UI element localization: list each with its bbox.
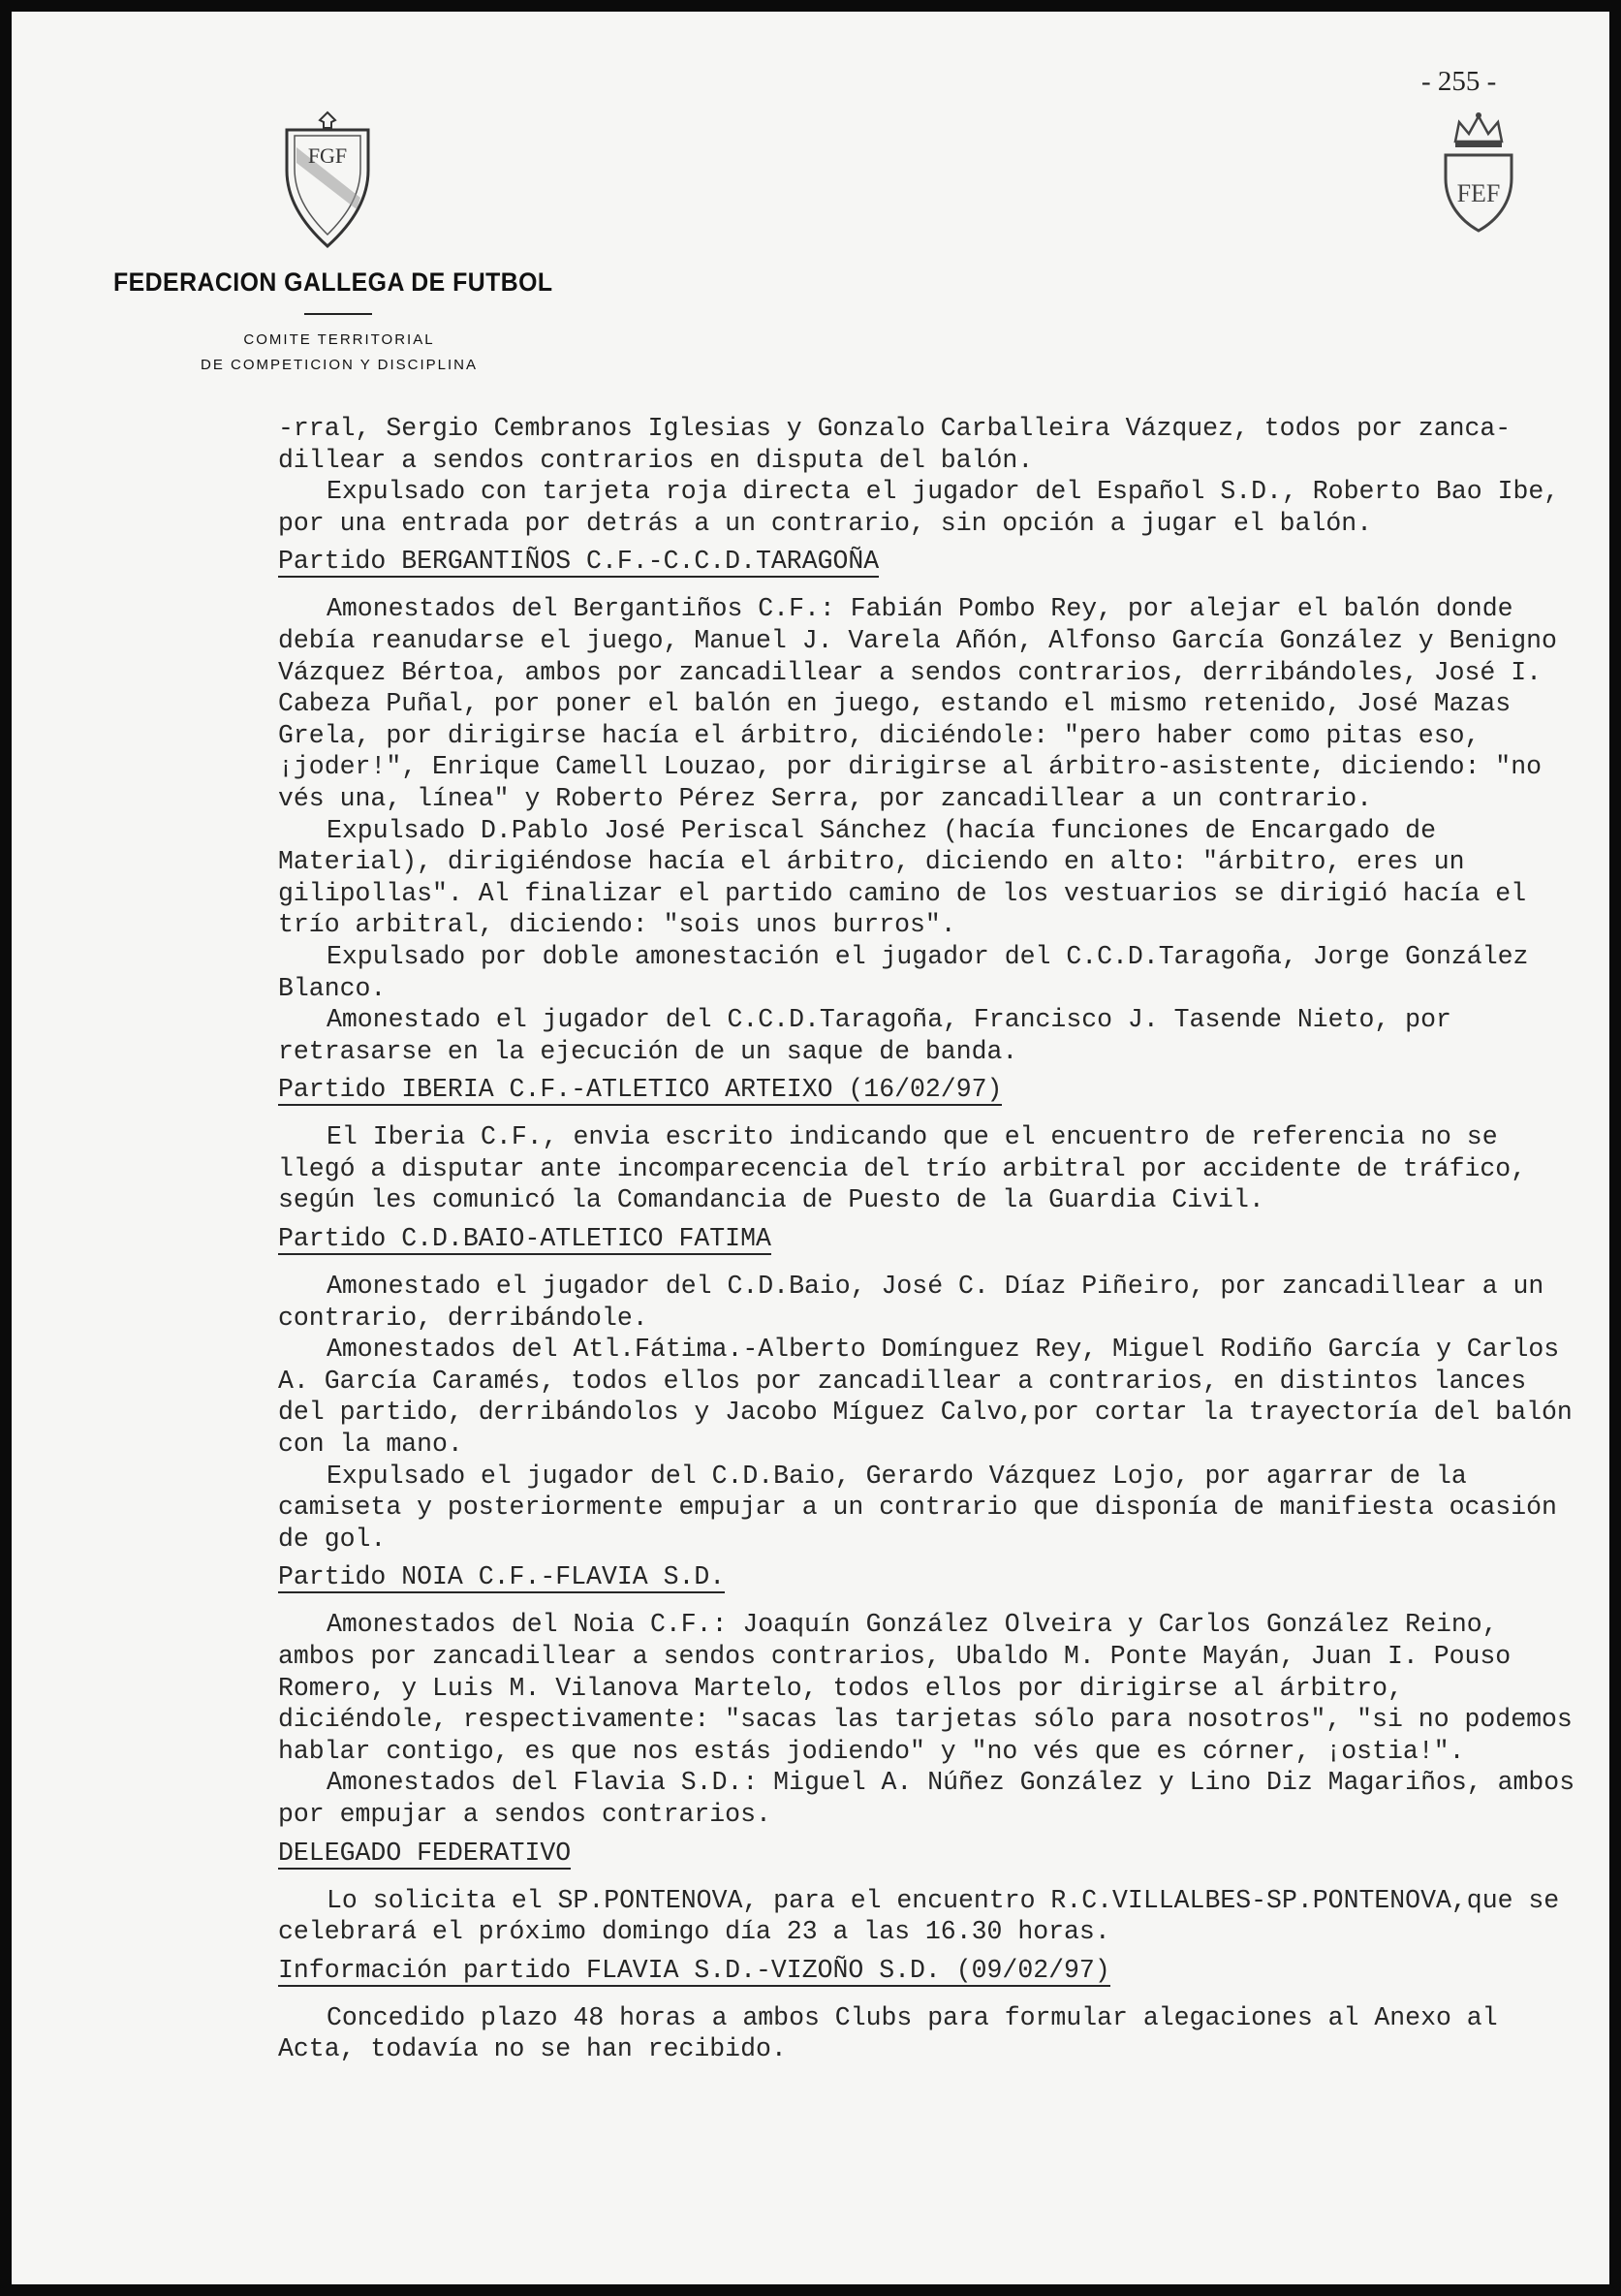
- title-divider: [304, 313, 372, 315]
- svg-text:FGF: FGF: [307, 143, 348, 168]
- section-heading: Partido BERGANTIÑOS C.F.-C.C.D.TARAGOÑA: [278, 547, 880, 577]
- section-paragraph: Lo solicita el SP.PONTENOVA, para el encuentro R.C.VILLALBES-SP.PONTENOVA,que se celebrará el próximo domingo día 23 a las 16.30 horas.: [278, 1885, 1560, 1947]
- intro-paragraph: Expulsado con tarjeta roja directa el jugador del Español S.D., Roberto Bao Ibe, por una entrada por detrás a un contrario, sin opción a jugar el balón.: [278, 477, 1560, 538]
- intro-paragraph: -rral, Sergio Cembranos Iglesias y Gonzalo Carballeira Vázquez, todos por zanca-dillear a sendos contrarios en disputa del balón.: [278, 414, 1512, 475]
- section-paragraph: Expulsado D.Pablo José Periscal Sánchez (hacía funciones de Encargado de Material), dirigiéndose hacía el árbitro, diciendo en alto: "árbitro, eres un gilipollas". Al finalizar el partido camino de los vestuarios se dirigió hacía el trío arbitral, diciendo: "sois unos burros".: [278, 815, 1527, 940]
- section-paragraph: Amonestados del Bergantiños C.F.: Fabián Pombo Rey, por alejar el balón donde debía reanudarse el juego, Manuel J. Varela Añón, Alfonso García González y Benigno Vázquez Bértoa, ambos por zancadillear a sendos contrarios, derribándoles, José I. Cabeza Puñal, por poner el balón en juego, estando el mismo retenido, José Mazas Grela, por dirigirse hacía el árbitro, diciéndole: "pero haber como pitas eso, ¡joder!", Enrique Camell Louzao, por dirigirse al árbitro-asistente, diciendo: "no vés una, línea" y Roberto Pérez Serra, por zancadillear a un contrario.: [278, 594, 1557, 813]
- section-paragraph: Concedido plazo 48 horas a ambos Clubs para formular alegaciones al Anexo al Acta, todavía no se han recibido.: [278, 2002, 1498, 2064]
- federation-shield-logo: [279, 109, 376, 250]
- section-paragraph: Amonestado el jugador del C.D.Baio, José C. Díaz Piñeiro, por zancadillear a un contrario, derribándole.: [278, 1272, 1544, 1333]
- section-paragraph: Expulsado por doble amonestación el jugador del C.C.D.Taragoña, Jorge González Blanco.: [278, 941, 1529, 1003]
- section-paragraph: Amonestados del Flavia S.D.: Miguel A. Núñez González y Lino Diz Magariños, ambos por empujar a sendos contrarios.: [278, 1768, 1575, 1829]
- page-number: - 255 -: [1421, 66, 1497, 97]
- section-heading: Partido C.D.BAIO-ATLETICO FATIMA: [278, 1224, 771, 1254]
- svg-text:FEF: FEF: [1456, 179, 1501, 207]
- section-heading: Información partido FLAVIA S.D.-VIZOÑO S.D. (09/02/97): [278, 1955, 1110, 1985]
- section-paragraph: El Iberia C.F., envia escrito indicando que el encuentro de referencia no se llegó a disputar ante incomparecencia del trío arbitral por accidente de tráfico, según les comunicó la Comandancia de Puesto de la Guardia Civil.: [278, 1122, 1527, 1215]
- section-heading: Partido IBERIA C.F.-ATLETICO ARTEIXO (16/02/97): [278, 1075, 1003, 1105]
- document-page: [12, 12, 1609, 2284]
- committee-line-1: COMITE TERRITORIAL: [243, 331, 435, 348]
- section-heading: Partido NOIA C.F.-FLAVIA S.D.: [278, 1562, 726, 1592]
- section-paragraph: Amonestados del Atl.Fátima.-Alberto Domínguez Rey, Miguel Rodiño García y Carlos A. García Caramés, todos ellos por zancadillear a contrarios, en distintos lances del partido, derribándolos y Jacobo Míguez Calvo,por cortar la trayectoría del balón con la mano.: [278, 1335, 1573, 1460]
- section-heading: DELEGADO FEDERATIVO: [278, 1838, 572, 1868]
- section-paragraph: Amonestados del Noia C.F.: Joaquín González Olveira y Carlos González Reino, ambos por zancadillear a sendos contrarios, Ubaldo M. Ponte Mayán, Juan I. Pouso Romero, y Luis M. Vilanova Martelo, todos ellos por dirigirse al árbitro, diciéndole, respectivamente: "sacas las tarjetas sólo para nosotros", "si no podemos hablar contigo, es que nos estás jodiendo" y "no vés que es córner, ¡ostia!".: [278, 1610, 1573, 1766]
- federation-name: FEDERACION GALLEGA DE FUTBOL: [113, 267, 553, 297]
- crowned-emblem-logo: [1434, 109, 1523, 235]
- section-paragraph: Expulsado el jugador del C.D.Baio, Gerardo Vázquez Lojo, por agarrar de la camiseta y posteriormente empujar a un contrario que disponía de manifiesta ocasión de gol.: [278, 1461, 1557, 1554]
- committee-line-2: DE COMPETICION Y DISCIPLINA: [201, 357, 478, 373]
- document-body: [278, 413, 1586, 2065]
- section-paragraph: Amonestado el jugador del C.C.D.Taragoña, Francisco J. Tasende Nieto, por retrasarse en la ejecución de un saque de banda.: [278, 1005, 1451, 1066]
